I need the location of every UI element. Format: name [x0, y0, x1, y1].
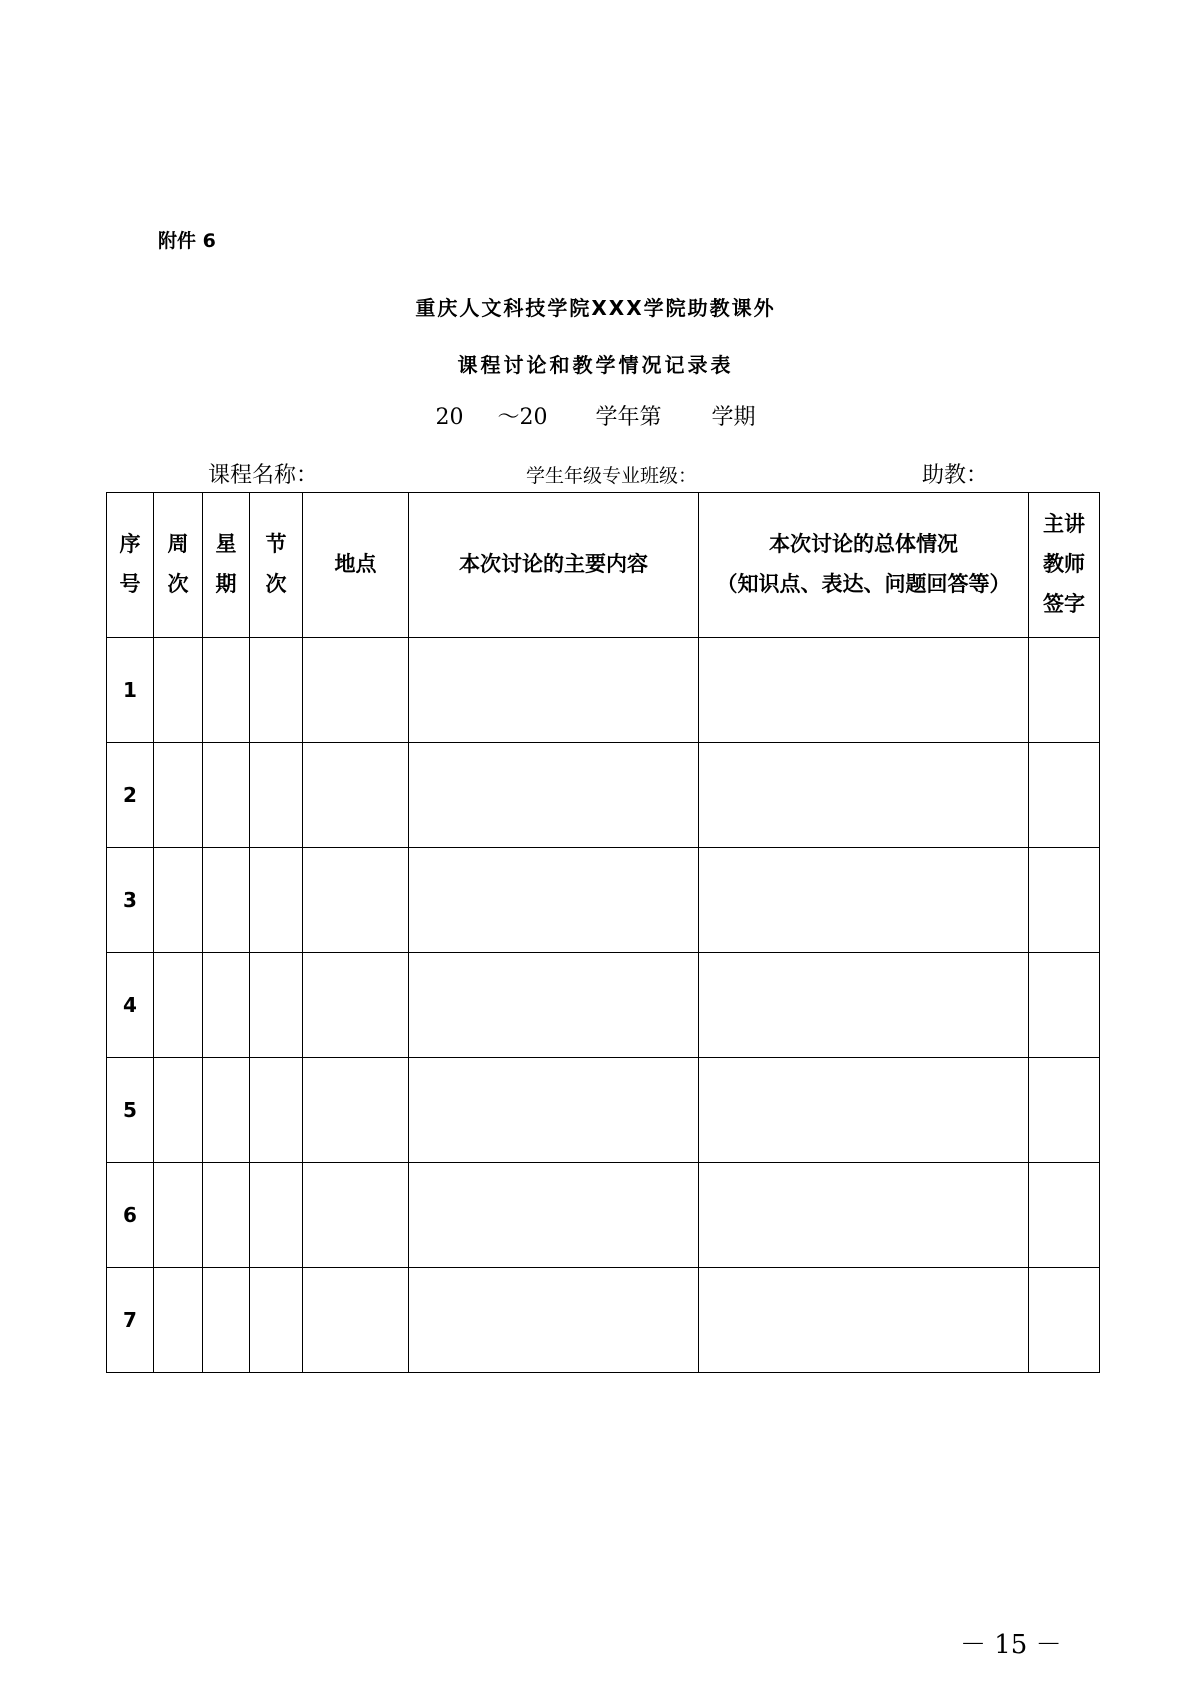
row-number: 7 [107, 1268, 154, 1373]
row-number: 5 [107, 1058, 154, 1163]
page-number: － 15 － [960, 1630, 1062, 1660]
col-summary: 本次讨论的总体情况 （知识点、表达、问题回答等） [699, 493, 1029, 638]
form-title-line2: 课程讨论和教学情况记录表 [457, 353, 734, 377]
table-row [107, 1163, 1100, 1268]
row-number: 4 [107, 953, 154, 1058]
row-number: 6 [107, 1163, 154, 1268]
year-separator: ～20 [497, 405, 548, 430]
row-number: 3 [107, 848, 154, 953]
col-weekday: 星 期 [203, 493, 250, 638]
col-week: 周 次 [154, 493, 203, 638]
assistant-label: 助教： [922, 463, 989, 488]
table-row [107, 848, 1100, 953]
academic-term-line [0, 400, 1191, 431]
header-row [107, 493, 1100, 638]
year-label: 学年第 [595, 405, 662, 430]
table-row [107, 953, 1100, 1058]
year-start: 20 [435, 405, 464, 430]
attachment-label: 附件 6 [158, 230, 216, 252]
course-name-label: 课程名称： [208, 463, 319, 488]
row-number: 1 [107, 638, 154, 743]
grade-major-class-label: 学生年级专业班级： [526, 465, 698, 487]
col-location: 地点 [303, 493, 409, 638]
form-title-line1: 重庆人文科技学院XXX学院助教课外 [415, 296, 776, 320]
col-signature: 主讲 教师 签字 [1029, 493, 1100, 638]
record-table [106, 492, 1100, 1373]
col-period: 节 次 [250, 493, 303, 638]
term-label: 学期 [711, 405, 756, 430]
col-content: 本次讨论的主要内容 [409, 493, 699, 638]
table-row [107, 638, 1100, 743]
table-row [107, 743, 1100, 848]
table-row [107, 1268, 1100, 1373]
col-seq: 序 号 [107, 493, 154, 638]
row-number: 2 [107, 743, 154, 848]
table-row [107, 1058, 1100, 1163]
